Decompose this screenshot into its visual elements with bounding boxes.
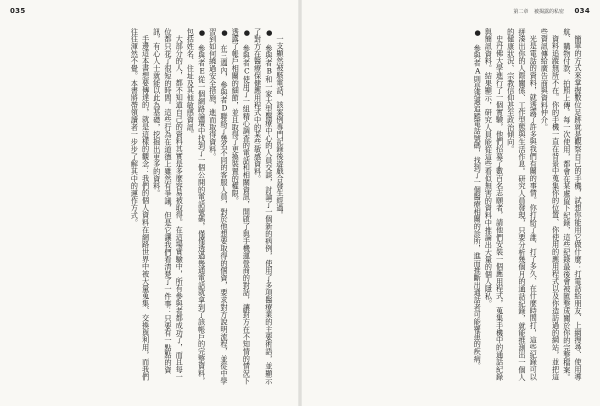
body-paragraph: 資料追蹤無所不在。你的手機一直在背景中蒐集你的位置、你使用的應用程式以及你造訪過的網站，並把這些資訊傳給廣告商與資料仲介。 xyxy=(540,28,561,381)
body-paragraph: 大部分的人，都不知道自己的資料其實是多麼容易被取得。在這場實驗中，所有參與者都成功了，而且每一位都只花了很短的時間。這些行為在道德上雖然有爭議，但是它讓我們看清楚了一件事：只要有一點點的資訊，有心人士就能以此為基礎，挖掘出更多的資料。 xyxy=(152,28,185,381)
bullet-paragraph: ● 參與者E從一個網路論壇中找到了一個公開的電話號碼，僅僅透過幾通電話就拿到了該帳戶的完整資料，包括姓名、住址及其他敏感資訊。 xyxy=(186,28,207,385)
bullet-paragraph: ● 在三週內，參與者D聯絡了幾名不同的客服人員，對於他想要取得的個資，要求對方說明流程，並從中學習到如何繞過安全措施，進而取得資料。 xyxy=(208,28,229,385)
left-page-body xyxy=(16,28,286,386)
bullet-paragraph: ● 參與者A則是透過追蹤電話號碼，找到了一個醫療相關的診所，進而推斷出通話者可能罹患的疾病。 xyxy=(473,28,483,370)
right-page xyxy=(300,0,600,406)
page-number-right: 034 xyxy=(574,7,590,15)
body-paragraph: 史丹佛大學進行了一個實驗，他們招募了數百名志願者，請他們安裝一個應用程式，蒐集手機中的通話紀錄與簡訊資料。結果顯示，研究人員能從這些看似無害的資料中推論出大量的個人隱私。 xyxy=(484,28,505,381)
body-paragraph: 一支顯然被駭電話，該案例專門記錄後遊戲合發生經過。 xyxy=(276,35,285,219)
bullet-paragraph: ● 參與者B和一家大型醫療中心的人員交談，討論了一個新的病例，使用了多項醫療業的主要術語，並顯示了對方在醫療保健應用程式中的某些敏感資料。 xyxy=(253,28,274,385)
right-page-body xyxy=(314,28,584,386)
page-number-left: 035 xyxy=(10,7,26,15)
bullet-paragraph: ● 參與者C使用了一組精心調查的電話和相關資訊，開啟了與手機運營商的對話，讓對方在不知情的情況下透露了帳戶相關的細節，並且取得了更換裝置的權限。 xyxy=(231,28,252,385)
body-paragraph: 手邊這本書想要傳達的，就是這樣的觀念：我們的個人資料在網路世界中被大量蒐集、交換與利用，而我們往往渾然不覺。本書將帶領讀者一步步了解其中的運作方式。 xyxy=(130,28,151,381)
chapter-label: 第二章 xyxy=(513,9,529,15)
body-paragraph: 光是電話的資料，就透露了許多與我們有關的事情。你打給了誰、打了多久、在什麼時間打，這些紀錄可以拼湊出你的人際關係、工作型態與生活作息。研究人員發現，只要分析幾個月的通話紀錄，就能推測出一個人的健康狀況、宗教信仰甚至政治傾向。 xyxy=(506,28,539,381)
body-paragraph: 簡單的方式來掌握數位足跡就是觀察自己的手機，試想你能用它做什麼：打電話給朋友、上網搜尋、使用導航、購物付款、拍照上傳。每一次使用，都會在某處留下紀錄，這些紀錄最後會被匯整成關於你的完整檔案。 xyxy=(562,28,583,381)
chapter-title: 被揭露的私密 xyxy=(533,9,564,15)
running-head xyxy=(509,8,564,15)
